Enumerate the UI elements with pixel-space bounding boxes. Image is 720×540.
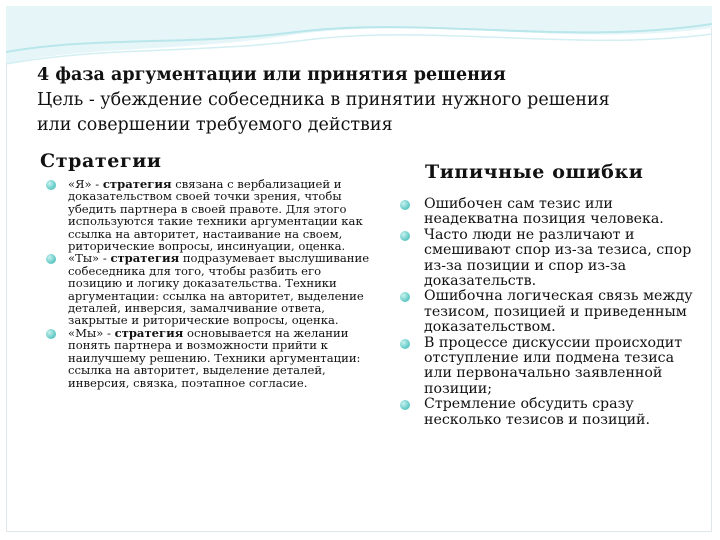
goal-line-1: Цель - убеждение собеседника в принятии нужного решения xyxy=(37,90,610,110)
strategies-heading: Стратегии xyxy=(40,150,162,172)
bullet-icon xyxy=(46,180,56,190)
bullet-icon xyxy=(46,329,56,339)
list-item: Ошибочна логическая связь между тезисом, позицией и приведенным доказательством. xyxy=(400,289,705,335)
phase-title: 4 фаза аргументации или принятия решения xyxy=(37,65,506,85)
list-item: В процессе дискуссии происходит отступление или подмена тезиса или первоначально заявленной позиции; xyxy=(400,336,705,398)
bullet-icon xyxy=(400,200,410,210)
errors-heading: Типичные ошибки xyxy=(425,161,644,183)
bullet-icon xyxy=(400,231,410,241)
slide-header xyxy=(37,63,697,138)
errors-list xyxy=(400,197,705,428)
strategies-list xyxy=(46,178,376,389)
list-item: «Я» - стратегия связана с вербализацией и доказательством своей точки зрения, чтобы убедить партнера в своей правоте. Для этого используются такие техники аргументации как ссылка на авторитет, настаивание на своем, риторические вопросы, инсинуации, оценка. xyxy=(46,178,376,252)
bullet-icon xyxy=(400,292,410,302)
goal-line-2: или совершении требуемого действия xyxy=(37,115,393,135)
list-item: «Мы» - стратегия основывается на желании понять партнера и возможности прийти к наилучшему решению. Техники аргументации: ссылка на авторитет, выделение деталей, инверсия, связка, поэтапное согласие. xyxy=(46,327,376,389)
list-item: Ошибочен сам тезис или неадекватна позиция человека. xyxy=(400,197,705,228)
bullet-icon xyxy=(400,339,410,349)
bullet-icon xyxy=(46,254,56,264)
bullet-icon xyxy=(400,400,410,410)
list-item: Часто люди не различают и смешивают спор из-за тезиса, спор из-за позиции и спор из-за доказательств. xyxy=(400,228,705,290)
list-item: Стремление обсудить сразу несколько тезисов и позиций. xyxy=(400,397,705,428)
list-item: «Ты» - стратегия подразумевает выслушивание собеседника для того, чтобы разбить его позицию и логику доказательства. Техники аргументации: ссылка на авторитет, выделение деталей, инверсия, замалчивание ответа, закрытые и риторические вопросы, оценка. xyxy=(46,252,376,326)
